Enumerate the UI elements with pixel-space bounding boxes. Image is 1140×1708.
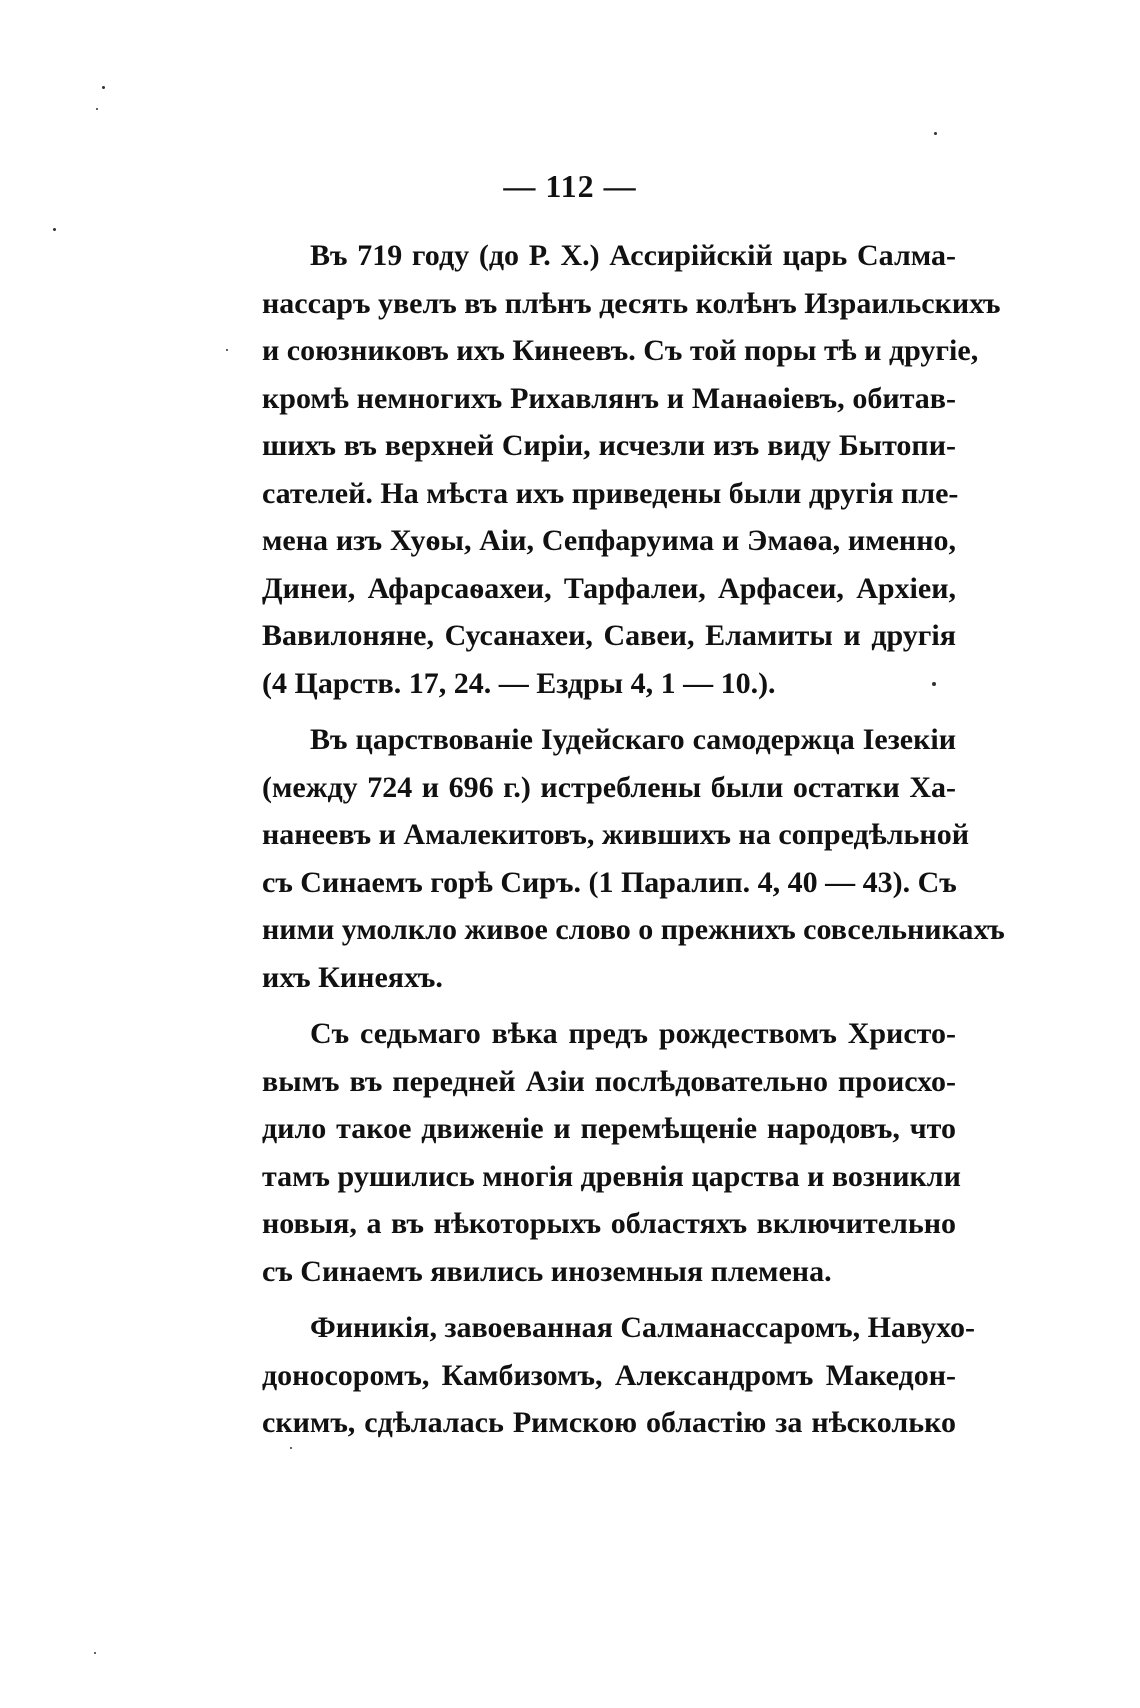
text-line: нанеевъ и Амалекитовъ, жившихъ на сопредѣльной [262, 818, 969, 851]
body-text [262, 232, 1005, 1456]
text-line: кромѣ немногихъ Рихавлянъ и Манаѳіевъ, обитав- [262, 381, 956, 415]
text-line: мена изъ Хуѳы, Аіи, Сепфаруима и Эмаѳа, именно, [262, 524, 956, 557]
text-line: Съ седьмаго вѣка предъ рождествомъ Христо- [310, 1017, 956, 1050]
text-line: Въ царствованіе Іудейскаго самодержца Іезекіи [310, 723, 956, 756]
text-line: Въ 719 году (до Р. Х.) Ассирійскій царь Салма- [310, 239, 956, 272]
text-line: скимъ, сдѣлалась Римскою областію за нѣсколько [262, 1406, 956, 1439]
paragraph-2 [262, 716, 1005, 1001]
text-line: доносоромъ, Камбизомъ, Александромъ Македон- [262, 1358, 956, 1392]
paragraph-3 [262, 1010, 961, 1295]
text-line: и союзниковъ ихъ Кинеевъ. Съ той поры тѣ и другіе, [262, 334, 979, 367]
text-line: съ Синаемъ горѣ Сиръ. (1 Паралип. 4, 40 — 43). Съ [262, 865, 957, 899]
text-line: (4 Царств. 17, 24. — Ездры 4, 1 — 10.). [262, 666, 776, 700]
text-line: Финикія, завоеванная Салманассаромъ, Навухо- [310, 1311, 976, 1344]
scan-speck [102, 86, 105, 89]
scan-speck [94, 1652, 96, 1654]
text-line: нассаръ увелъ въ плѣнъ десять колѣнъ Израильскихъ [262, 286, 1001, 320]
scan-speck [96, 108, 98, 110]
scan-speck [934, 132, 937, 135]
page-number: — 112 — [503, 168, 637, 204]
scan-speck [53, 228, 56, 231]
paragraph-1 [262, 232, 1001, 707]
text-line: съ Синаемъ явились иноземныя племена. [262, 1254, 832, 1288]
paragraph-4 [262, 1304, 976, 1447]
text-line: новыя, а въ нѣкоторыхъ областяхъ включительно [262, 1207, 956, 1240]
text-line: дило такое движеніе и перемѣщеніе народовъ, что [262, 1112, 956, 1145]
text-line: Вавилоняне, Сусанахеи, Савеи, Еламиты и другія [262, 619, 956, 652]
text-line: шихъ въ верхней Сиріи, исчезли изъ виду Бытопи- [262, 429, 956, 462]
scan-speck [226, 349, 228, 351]
scan-speck [290, 1447, 292, 1449]
text-line: (между 724 и 696 г.) истреблены были остатки Ха- [262, 770, 956, 804]
text-line: сателей. На мѣста ихъ приведены были другія пле- [262, 476, 959, 510]
text-line: ними умолкло живое слово о прежнихъ совсельникахъ [262, 913, 1005, 946]
text-line: ихъ Кинеяхъ. [262, 960, 443, 994]
text-line: тамъ рушились многія древнія царства и возникли [262, 1159, 961, 1193]
text-line: вымъ въ передней Азіи послѣдовательно происхо- [262, 1064, 956, 1098]
scan-speck [932, 682, 936, 686]
text-line: Динеи, Афарсаѳахеи, Тарфалеи, Арфасеи, Архіеи, [262, 571, 956, 605]
